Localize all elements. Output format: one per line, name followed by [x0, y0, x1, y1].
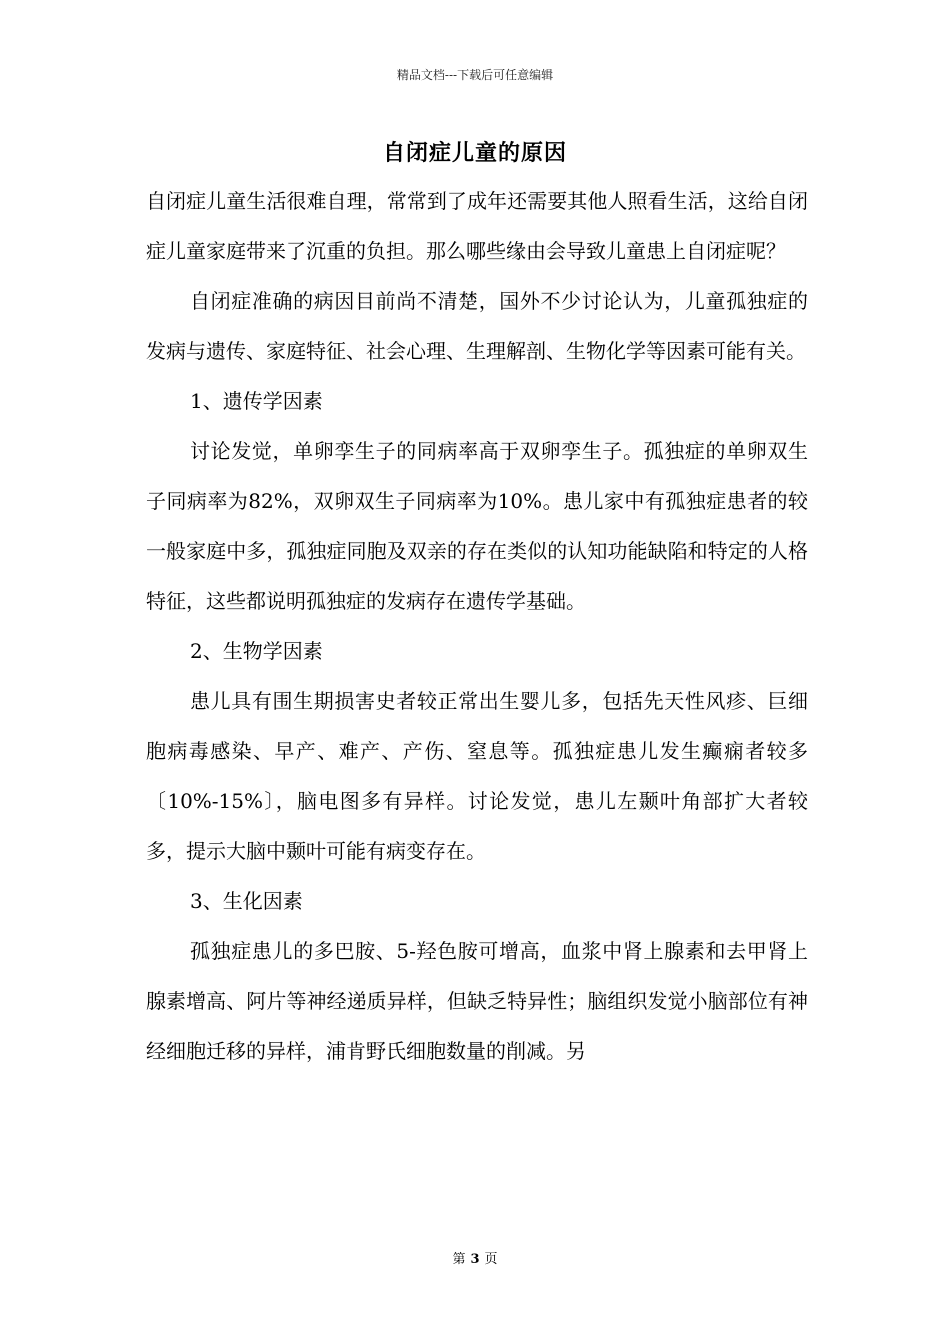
footer-suffix: 页: [484, 1252, 498, 1267]
page-number: 3: [470, 1252, 480, 1267]
intro-paragraph: 自闭症儿童生活很难自理，常常到了成年还需要其他人照看生活，这给自闭症儿童家庭带来了沉重的负担。那么哪些缘由会导致儿童患上自闭症呢？: [146, 189, 808, 263]
genetic-paragraph: 讨论发觉，单卵孪生子的同病率高于双卵孪生子。孤独症的单卵双生子同病率为82%，双卵双生子同病率为10%。患儿家中有孤独症患者的较一般家庭中多，孤独症同胞及双亲的存在类似的认知功能缺陷和特定的人格特征，这些都说明孤独症的发病存在遗传学基础。: [146, 439, 808, 613]
section-heading-genetic: 1、遗传学因素: [190, 389, 323, 413]
cause-overview-paragraph: 自闭症准确的病因目前尚不清楚，国外不少讨论认为，儿童孤独症的发病与遗传、家庭特征、社会心理、生理解剖、生物化学等因素可能有关。: [146, 289, 808, 363]
section-heading-biochemical: 3、生化因素: [190, 889, 303, 913]
biological-paragraph: 患儿具有围生期损害史者较正常出生婴儿多，包括先天性风疹、巨细胞病毒感染、早产、难产、产伤、窒息等。孤独症患儿发生癫痫者较多〔10%-15%〕，脑电图多有异样。讨论发觉，患儿左颞叶角部扩大者较多，提示大脑中颞叶可能有病变存在。: [146, 689, 808, 863]
page-footer: [0, 1248, 950, 1267]
document-body: [146, 176, 808, 1076]
biochemical-paragraph: 孤独症患儿的多巴胺、5-羟色胺可增高，血浆中肾上腺素和去甲肾上腺素增高、阿片等神经递质异样，但缺乏特异性；脑组织发觉小脑部位有神经细胞迁移的异样，浦肯野氏细胞数量的削减。另: [146, 939, 808, 1063]
document-title: 自闭症儿童的原因: [382, 140, 567, 166]
section-heading-biological: 2、生物学因素: [190, 639, 323, 663]
footer-prefix: 第: [452, 1252, 466, 1267]
header-note: 精品文档---下载后可任意编辑: [396, 68, 554, 82]
